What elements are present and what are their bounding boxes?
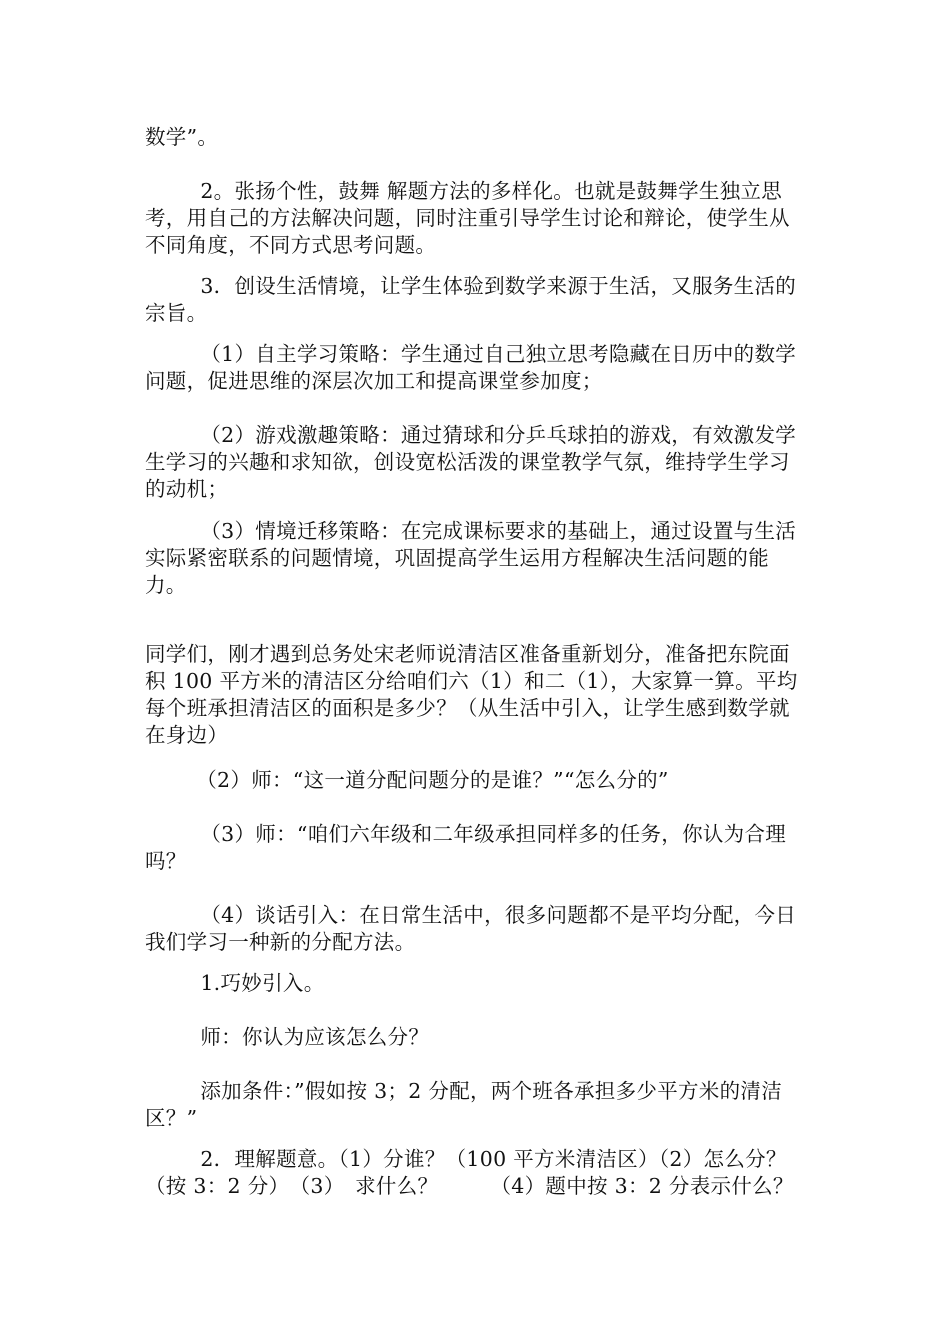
paragraph-1: 数学”。 [145,125,219,149]
paragraph-14: 2．理解题意。（1）分谁？（100 平方米清洁区）（2）怎么分？（按 3：2 分） （3） 求什么？ （4）题中按 3：2 分表示什么？ [145,1147,794,1198]
paragraph-12: 师：你认为应该怎么分？ [200,1025,430,1049]
paragraph-2: 2。张扬个性，鼓舞 解题方法的多样化。也就是鼓舞学生独立思考，用自己的方法解决问题，同时注重引导学生讨论和辩论，使学生从不同角度，不同方式思考问题。 [145,179,790,257]
paragraph-11: 1.巧妙引入。 [200,971,325,995]
paragraph-13: 添加条件：”假如按 3；2 分配，两个班各承担多少平方米的清洁区？” [145,1079,782,1130]
paragraph-6: （3）情境迁移策略：在完成课标要求的基础上，通过设置与生活实际紧密联系的问题情境，巩固提高学生运用方程解决生活问题的能力。 [145,519,797,597]
paragraph-10: （4）谈话引入：在日常生活中，很多问题都不是平均分配，今日我们学习一种新的分配方法。 [145,903,797,954]
paragraph-8: （2）师：“这一道分配问题分的是谁？”“怎么分的” [196,768,669,792]
paragraph-3: 3．创设生活情境，让学生体验到数学来源于生活，又服务生活的宗旨。 [145,274,797,325]
paragraph-7: 同学们，刚才遇到总务处宋老师说清洁区准备重新划分，准备把东院面积 100 平方米的清洁区分给咱们六（1）和二（1），大家算一算。平均每个班承担清洁区的面积是多少？（从生活中引入，让学生感到数学就在身边） [145,642,798,747]
paragraph-9: （3）师：“咱们六年级和二年级承担同样多的任务，你认为合理吗？ [145,822,787,873]
paragraph-5: （2）游戏激趣策略：通过猜球和分乒乓球拍的游戏，有效激发学生学习的兴趣和求知欲，创设宽松活泼的课堂教学气氛，维持学生学习的动机； [145,423,797,501]
paragraph-4: （1）自主学习策略：学生通过自己独立思考隐藏在日历中的数学问题，促进思维的深层次加工和提高课堂参加度； [145,342,797,393]
